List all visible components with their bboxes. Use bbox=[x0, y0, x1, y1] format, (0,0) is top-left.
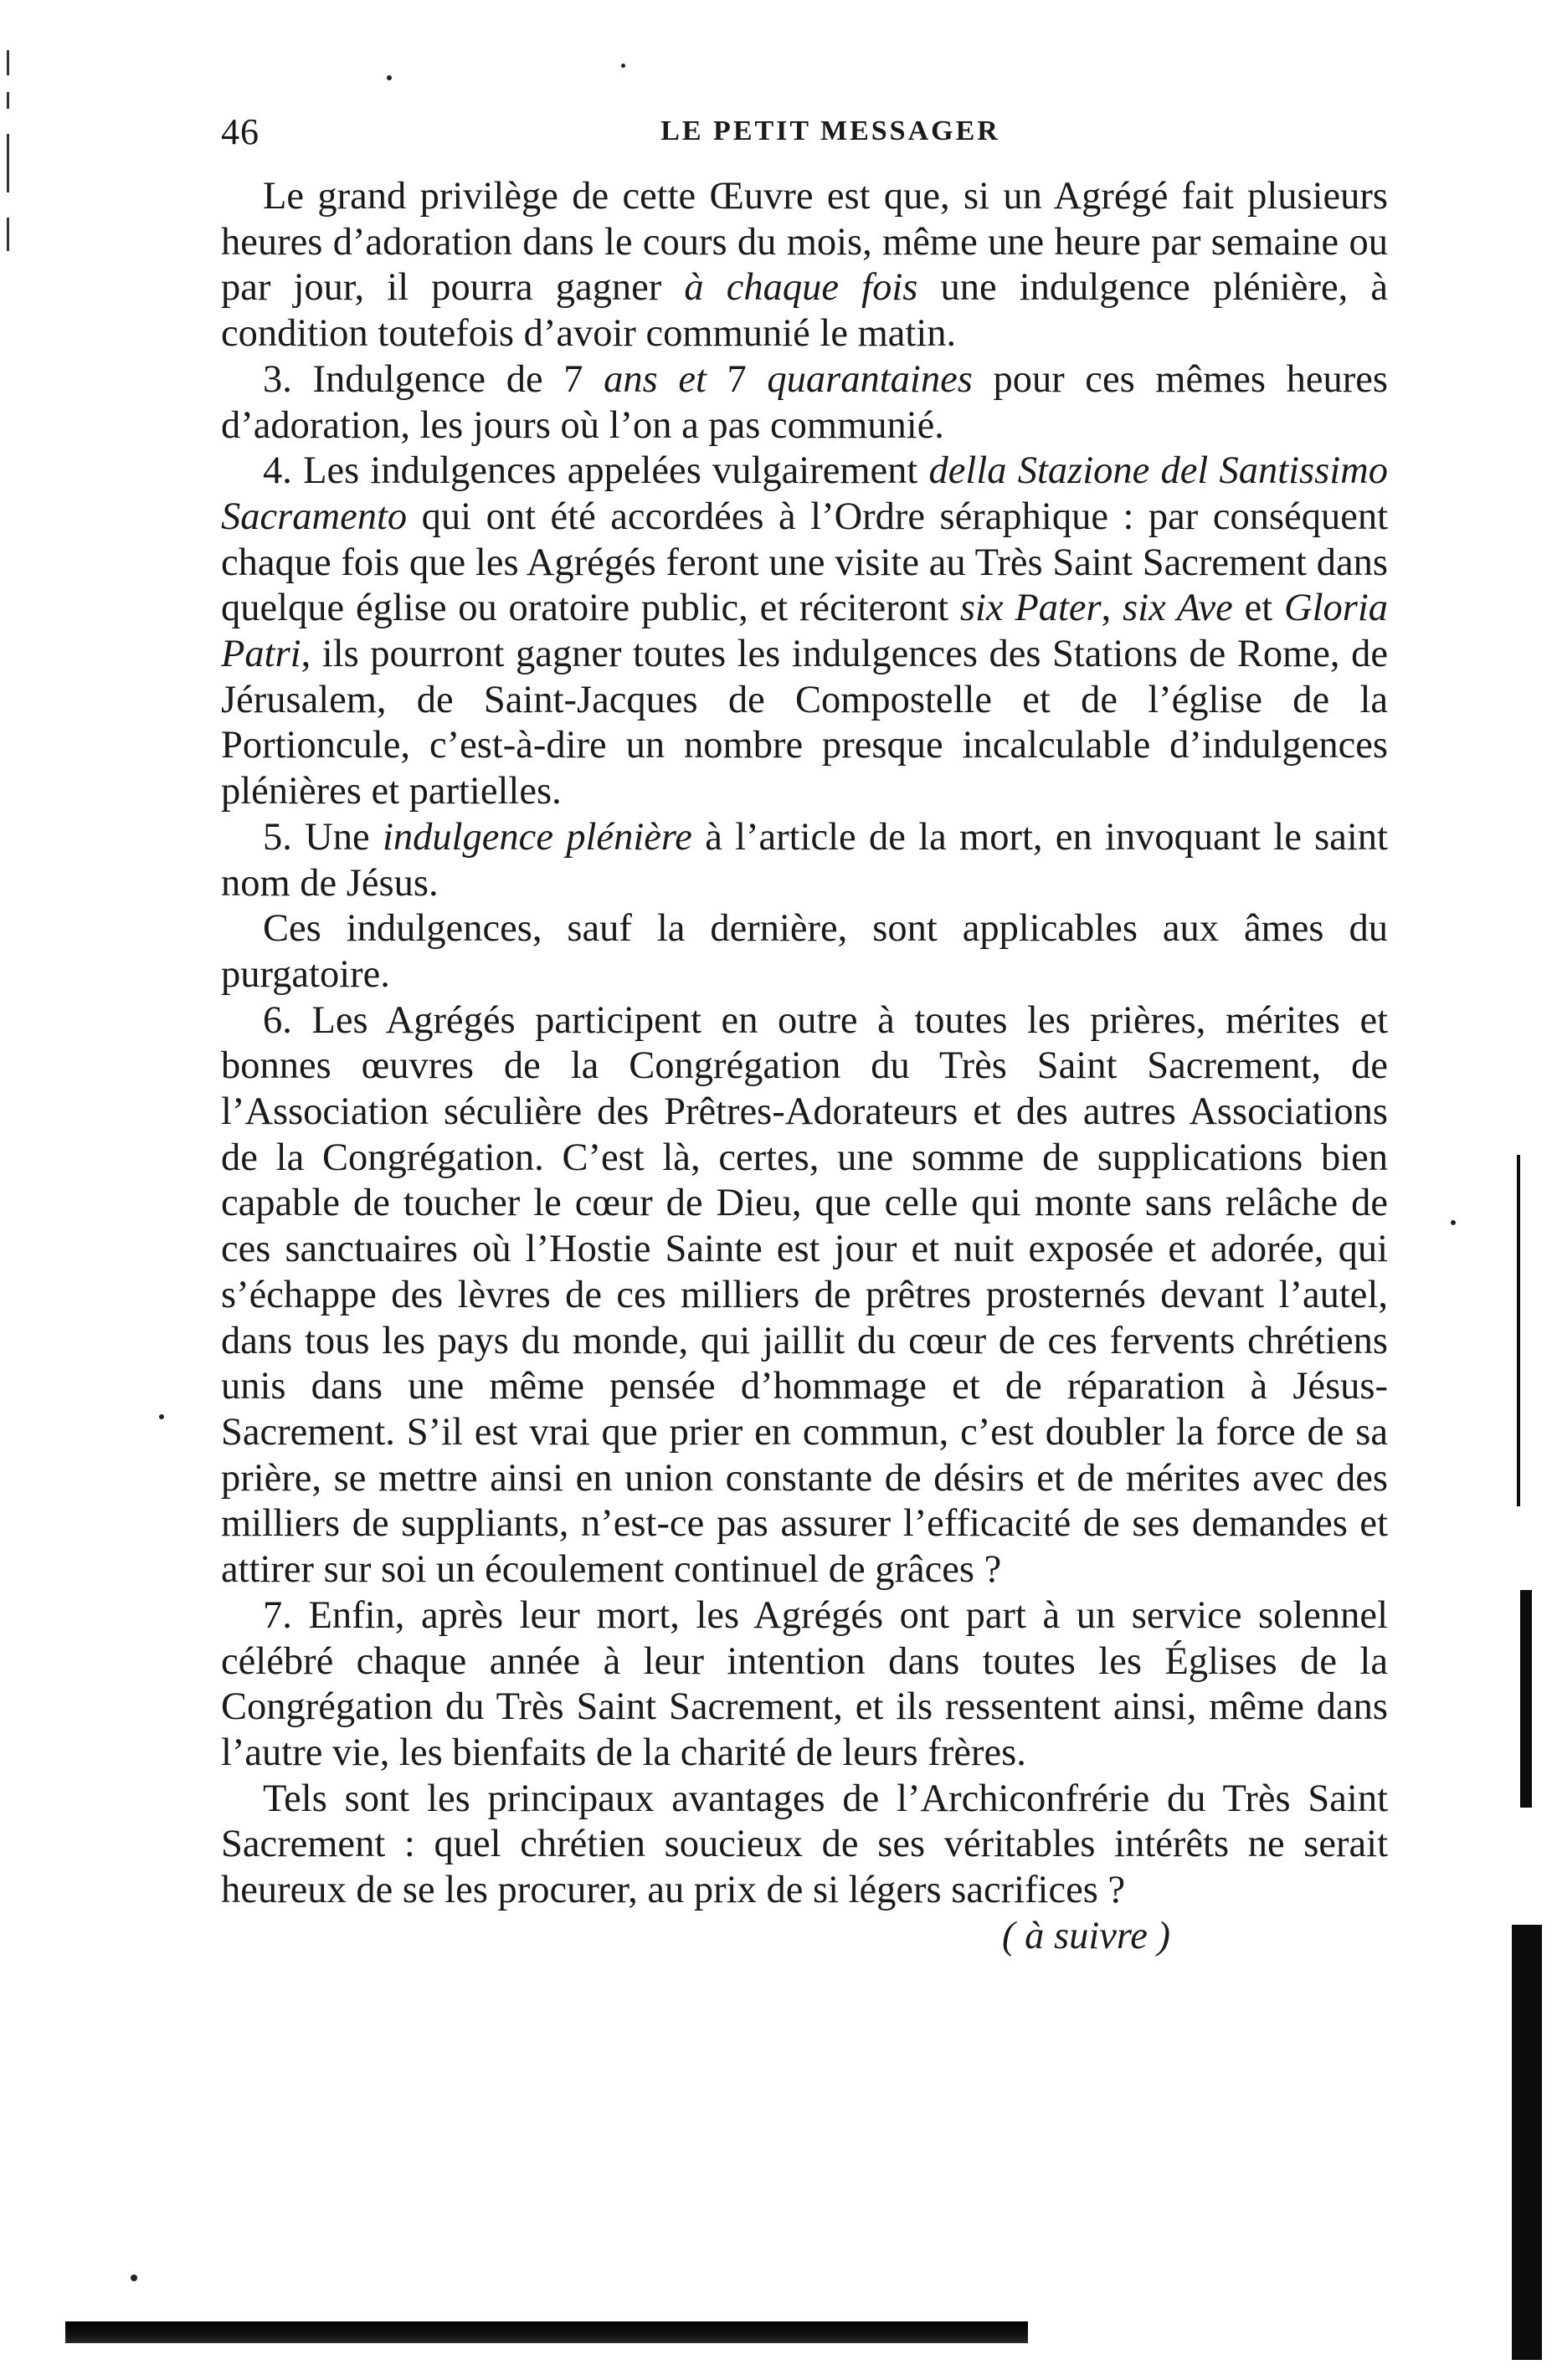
text-run: une indulgence plénière, à condition toutefois d’avoir communié le matin. bbox=[221, 266, 1388, 356]
italic-text: à chaque fois bbox=[684, 266, 918, 310]
speck bbox=[131, 2275, 137, 2281]
italic-text: ans et bbox=[604, 357, 707, 401]
speck bbox=[621, 64, 625, 68]
page-number: 46 bbox=[221, 111, 260, 152]
text-run: qui ont été accordées à l’Ordre séraphique : par conséquent chaque fois que les Agrégés feront une visite au Très Saint Sacrement dans quelque église ou oratoire public, et réciteront bbox=[221, 495, 1388, 630]
italic-text: indulgence plénière bbox=[382, 815, 692, 859]
text-run: 7 bbox=[706, 357, 768, 401]
text-run: 4. Les indulgences appelées vulgairement bbox=[263, 449, 929, 493]
italic-text: della Stazione del Santissimo Sacramento bbox=[221, 449, 1389, 538]
text-run: pour ces mêmes heures d’adoration, les jours où l’on a pas communié. bbox=[221, 357, 1388, 447]
paragraph bbox=[221, 1593, 1388, 1777]
italic-text: Gloria Patri bbox=[221, 587, 1388, 676]
text-run: 3. Indulgence de 7 bbox=[263, 357, 604, 401]
speck bbox=[387, 75, 392, 80]
paragraph bbox=[221, 449, 1388, 815]
continuation-note: ( à suivre ) bbox=[1001, 1914, 1170, 1957]
right-edge-bar-1 bbox=[1517, 1155, 1520, 1506]
bottom-edge-bar bbox=[65, 2321, 1028, 2343]
italic-text: six Pater bbox=[959, 587, 1102, 630]
paragraph bbox=[221, 906, 1388, 998]
text-run: Le grand privilège de cette Œuvre est que, si un Agrégé fait plusieurs heures d’adoration dans le cours du mois, même une heure par semaine ou par jour, il pourra gagner bbox=[221, 175, 1388, 310]
paragraph bbox=[221, 174, 1388, 357]
text-run: 6. Les Agrégés participent en outre à toutes les prières, mérites et bonnes œuvres de la Congrégation du Très Saint Sacrement, de l’Association séculière des Prêtres-Adorateurs et des autres Associations de la Congrégation. C’est là, certes, une somme de supplications bien capable de toucher le cœur de Dieu, que celle qui monte sans relâche de ces sanctuaires où l’Hostie Sainte est jour et nuit exposée et adorée, qui s’échappe des lèvres de ces milliers de prêtres prosternés devant l’autel, dans tous les pays du monde, qui jaillit du cœur de ces fervents chrétiens unis dans une même pensée d’hommage et de réparation à Jésus-Sacrement. S’il est vrai que prier en commun, c’est doubler la force de sa prière, se mettre ainsi en union constante de désirs et de mérites avec des milliers de suppliants, n’est-ce pas assurer l’efficacité de ses demandes et attirer sur soi un écoulement continuel de grâces ? bbox=[221, 998, 1388, 1592]
speck bbox=[1451, 1220, 1456, 1225]
text-run: à l’article de la mort, en invoquant le saint nom de Jésus. bbox=[221, 815, 1388, 905]
paragraph bbox=[221, 357, 1388, 449]
text-run: , ils pourront gagner toutes les indulgences des Stations de Rome, de Jérusalem, de Saint-Jacques de Compostelle et de l’église de la Portioncule, c’est-à-dire un nombre presque incalculable d’indulgences plénières et partielles. bbox=[221, 633, 1388, 813]
italic-text: quarantaines bbox=[767, 357, 973, 401]
paragraph bbox=[221, 815, 1388, 906]
body-text bbox=[221, 174, 1388, 1959]
paragraph bbox=[221, 1777, 1388, 1957]
text-run: 7. Enfin, après leur mort, les Agrégés ont part à un service solennel célébré chaque année à leur intention dans toutes les Églises de la Congrégation du Très Saint Sacrement, et ils ressentent ainsi, même dans l’autre vie, les bienfaits de la charité de leurs frères. bbox=[221, 1593, 1388, 1774]
text-run: , bbox=[1101, 587, 1123, 630]
paragraph bbox=[221, 998, 1388, 1593]
left-edge-marks bbox=[0, 42, 17, 293]
text-run: 5. Une bbox=[263, 815, 383, 859]
italic-text: six Ave bbox=[1123, 587, 1233, 630]
text-run: et bbox=[1232, 587, 1284, 630]
text-run: Tels sont les principaux avantages de l’Archiconfrérie du Très Saint Sacrement : quel chrétien soucieux de ses véritables intérêts ne serait heureux de se les procurer, au prix de si légers sacrifices ? bbox=[221, 1777, 1388, 1912]
right-edge-bar-3 bbox=[1512, 1925, 1542, 2360]
text-run: Ces indulgences, sauf la dernière, sont applicables aux âmes du purgatoire. bbox=[221, 907, 1388, 996]
page-header bbox=[219, 107, 1341, 157]
running-title: LE PETIT MESSAGER bbox=[660, 115, 1000, 146]
right-edge-bar-2 bbox=[1520, 1590, 1532, 1808]
speck bbox=[159, 1414, 164, 1419]
